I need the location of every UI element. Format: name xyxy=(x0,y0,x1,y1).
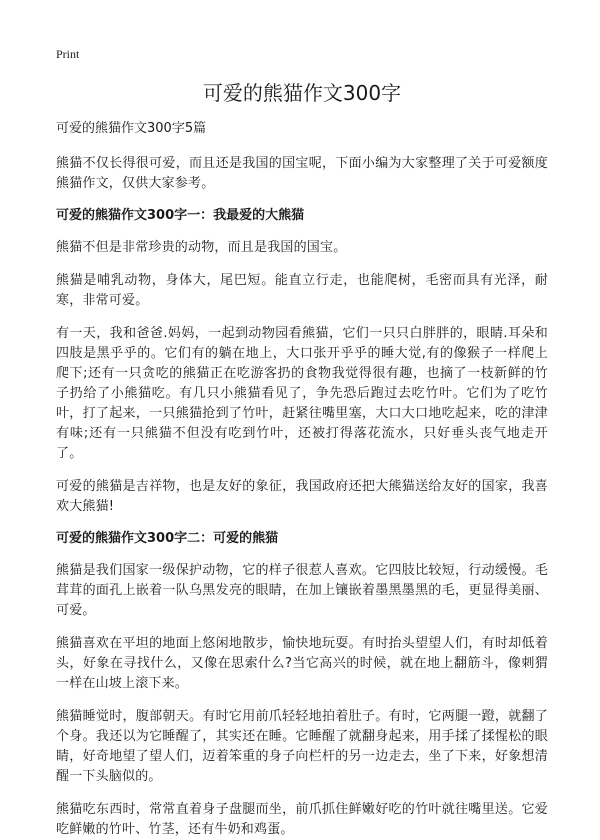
print-link[interactable]: Print xyxy=(56,47,80,61)
body-paragraph: 熊猫喜欢在平坦的地面上悠闲地散步，愉快地玩耍。有时抬头望望人们，有时却低着头，好象在寻找什么，又像在思索什么?当它高兴的时候，就在地上翻筋斗，像刺猬一样在山坡上滚下来。 xyxy=(56,636,548,691)
body-paragraph: 熊猫是我们国家一级保护动物，它的样子很惹人喜欢。它四肢比较短，行动缓慢。毛茸茸的面孔上嵌着一队乌黑发亮的眼睛，在加上镶嵌着墨黑墨黑的毛，更显得美丽、可爱。 xyxy=(56,563,548,618)
body-paragraph: 有一天，我和爸爸.妈妈，一起到动物园看熊猫，它们一只只白胖胖的，眼睛.耳朵和四肢是黑乎乎的。它们有的躺在地上，大口张开乎乎的睡大觉,有的像猴子一样爬上爬下;还有一只贪吃的熊猫正在吃游客扔的食物我觉得很有趣，也摘了一枝新鲜的竹子扔给了小熊猫吃。有几只小熊猫看见了，争先恐后跑过去吃竹叶。它们为了吃竹叶，打了起来，一只熊猫抢到了竹叶，赶紧往嘴里塞，大口大口地吃起来，吃的津津有味;还有一只熊猫不但没有吃到竹叶，还被打得落花流水，只好垂头丧气地走开了。 xyxy=(56,326,548,461)
page-title: 可爱的熊猫作文300字 xyxy=(202,81,402,105)
body-paragraph: 熊猫睡觉时，腹部朝天。有时它用前爪轻轻地拍着肚子。有时，它两腿一蹬，就翻了个身。我还以为它睡醒了，其实还在睡。它睡醒了就翻身起来，用手揉了揉惺松的眼睛，好奇地望了望人们，迈着笨重的身子向栏杆的另一边走去，坐了下来，好象想清醒一下头脑似的。 xyxy=(56,709,548,784)
body-paragraph: 可爱的熊猫是吉祥物，也是友好的象征，我国政府还把大熊猫送给友好的国家，我喜欢大熊猫! xyxy=(56,479,548,514)
section-two xyxy=(56,530,548,840)
body-paragraph: 熊猫是哺乳动物，身体大，尾巴短。能直立行走，也能爬树，毛密而具有光泽，耐寒，非常可爱。 xyxy=(56,273,548,308)
section-one xyxy=(56,207,548,517)
section-heading: 可爱的熊猫作文300字一：我最爱的大熊猫 xyxy=(56,208,305,223)
intro-paragraph: 熊猫不仅长得很可爱，而且还是我国的国宝呢，下面小编为大家整理了关于可爱额度熊猫作文，仅供大家参考。 xyxy=(56,156,548,191)
body-paragraph: 熊猫不但是非常珍贵的动物，而且是我国的国宝。 xyxy=(56,240,347,255)
section-heading: 可爱的熊猫作文300字二：可爱的熊猫 xyxy=(56,531,279,546)
document-subtitle: 可爱的熊猫作文300字5篇 xyxy=(56,121,207,136)
body-paragraph: 熊猫吃东西时，常常直着身子盘腿而坐，前爪抓住鲜嫩好吃的竹叶就往嘴里送。它爱吃鲜嫩的竹叶、竹茎，还有牛奶和鸡蛋。 xyxy=(56,802,548,837)
